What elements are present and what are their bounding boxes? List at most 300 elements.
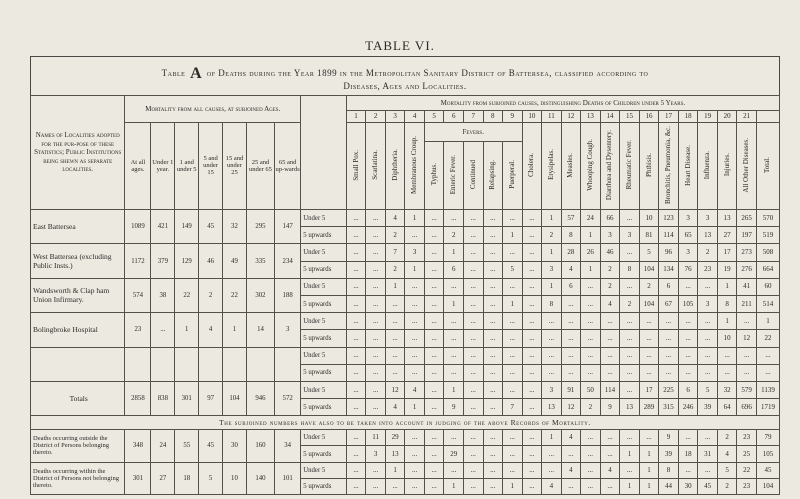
- caption-line-1: of Deaths during the Year 1899 in the Metropolitan Sanitary District of Battersea, classified according to: [206, 68, 649, 78]
- age-count: 32: [223, 209, 247, 243]
- cause-count: ...: [503, 278, 523, 295]
- cause-count: 4: [385, 209, 405, 226]
- cause-number: 18: [678, 111, 698, 123]
- cause-count: ...: [522, 295, 542, 312]
- cause-count: 32: [717, 381, 737, 398]
- cause-count: ...: [405, 478, 425, 494]
- cause-count: ...: [444, 364, 464, 381]
- cause-count: 8: [561, 227, 581, 244]
- age-count: 101: [275, 462, 301, 494]
- mortality-table: [30, 95, 780, 495]
- age-column-header: 15 and under 25: [223, 122, 247, 209]
- cause-count: 105: [756, 446, 779, 462]
- cause-count: ...: [444, 330, 464, 347]
- cause-count: ...: [385, 347, 405, 364]
- age-count: 24: [151, 430, 175, 462]
- cause-count: 29: [444, 446, 464, 462]
- cause-count: 1: [444, 478, 464, 494]
- age-count: 234: [275, 244, 301, 278]
- cause-count: ...: [659, 364, 679, 381]
- cause-count: ...: [620, 209, 640, 226]
- cause-count: ...: [737, 347, 757, 364]
- cause-count: 1: [405, 209, 425, 226]
- age-count: [275, 347, 301, 381]
- cause-number: 13: [581, 111, 601, 123]
- age-group-label: Under 5: [301, 430, 347, 446]
- cause-count: 5: [698, 381, 718, 398]
- age-count: 295: [246, 209, 274, 243]
- cause-count: ...: [503, 313, 523, 330]
- cause-count: ...: [561, 446, 581, 462]
- cause-count: ...: [424, 313, 444, 330]
- cause-count: ...: [698, 347, 718, 364]
- locality-name: Deaths occurring outside the District of Persons belonging thereto.: [31, 430, 125, 462]
- cause-count: ...: [463, 227, 483, 244]
- age-count: 572: [275, 381, 301, 415]
- cause-count: 1719: [756, 399, 779, 416]
- cause-number: 3: [385, 111, 405, 123]
- cause-count: 2: [639, 278, 659, 295]
- cause-label: Relapsing.: [488, 159, 497, 190]
- cause-count: ...: [659, 330, 679, 347]
- cause-count: ...: [600, 430, 620, 446]
- cause-count: ...: [542, 462, 562, 478]
- cause-count: ...: [444, 347, 464, 364]
- fevers-header: Fevers.: [424, 122, 522, 141]
- cause-count: ...: [698, 278, 718, 295]
- cause-count: 4: [405, 381, 425, 398]
- cause-count: 6: [678, 381, 698, 398]
- table-row: [31, 244, 780, 261]
- cause-count: 39: [659, 446, 679, 462]
- cause-count: ...: [503, 209, 523, 226]
- cause-count: 1: [542, 430, 562, 446]
- cause-count: 3: [620, 227, 640, 244]
- cause-count: ...: [503, 364, 523, 381]
- cause-count: ...: [600, 347, 620, 364]
- caption-line-2: Diseases, Ages and Localities.: [343, 81, 467, 91]
- cause-count: ...: [444, 430, 464, 446]
- cause-count: 23: [698, 261, 718, 278]
- age-count: 30: [223, 430, 247, 462]
- cause-count: ...: [366, 462, 386, 478]
- cause-count: ...: [581, 330, 601, 347]
- cause-count: ...: [385, 364, 405, 381]
- age-count: 301: [175, 381, 199, 415]
- cause-count: ...: [463, 330, 483, 347]
- cause-count: ...: [503, 244, 523, 261]
- cause-count: 3: [542, 261, 562, 278]
- cause-count: ...: [424, 462, 444, 478]
- cause-count: 12: [385, 381, 405, 398]
- cause-count: 2: [717, 430, 737, 446]
- cause-number: 6: [444, 111, 464, 123]
- cause-header: [366, 122, 386, 209]
- age-group-label: Under 5: [301, 381, 347, 398]
- cause-number: 5: [424, 111, 444, 123]
- cause-number: 15: [620, 111, 640, 123]
- cause-count: ...: [522, 478, 542, 494]
- fever-header: [424, 141, 444, 209]
- age-count: 97: [199, 381, 223, 415]
- cause-count: 514: [756, 295, 779, 312]
- cause-count: ...: [522, 347, 542, 364]
- cause-label: Membranous Croup.: [410, 135, 419, 194]
- cause-count: 4: [600, 462, 620, 478]
- cause-count: 8: [620, 261, 640, 278]
- cause-count: 104: [639, 261, 659, 278]
- blank-header-cell: [301, 96, 347, 210]
- cause-count: ...: [678, 462, 698, 478]
- cause-count: 25: [737, 446, 757, 462]
- cause-count: 4: [600, 295, 620, 312]
- cause-count: ...: [678, 313, 698, 330]
- cause-count: ...: [503, 430, 523, 446]
- cause-count: ...: [483, 313, 503, 330]
- cause-count: 45: [756, 462, 779, 478]
- cause-count: ...: [581, 430, 601, 446]
- cause-count: 2: [581, 399, 601, 416]
- cause-count: 1: [542, 209, 562, 226]
- cause-count: 13: [542, 399, 562, 416]
- cause-count: ...: [463, 462, 483, 478]
- cause-count: 3: [600, 227, 620, 244]
- cause-count: 1: [503, 295, 523, 312]
- age-count: 1089: [125, 209, 151, 243]
- cause-count: 7: [385, 244, 405, 261]
- cause-count: ...: [405, 347, 425, 364]
- cause-label: Erysipelas.: [546, 149, 555, 181]
- cause-count: ...: [581, 347, 601, 364]
- cause-count: 197: [737, 227, 757, 244]
- age-count: [151, 347, 175, 381]
- cause-count: 2: [600, 278, 620, 295]
- cause-count: 3: [698, 295, 718, 312]
- cause-count: ...: [522, 313, 542, 330]
- cause-count: ...: [483, 478, 503, 494]
- cause-number: 2: [366, 111, 386, 123]
- cause-header: [600, 122, 620, 209]
- cause-count: ...: [346, 278, 366, 295]
- cause-count: 23: [737, 430, 757, 446]
- cause-count: 1: [405, 399, 425, 416]
- cause-count: ...: [522, 364, 542, 381]
- cause-number: 1: [346, 111, 366, 123]
- cause-count: ...: [424, 295, 444, 312]
- cause-count: 46: [600, 244, 620, 261]
- age-count: ...: [151, 313, 175, 347]
- cause-count: 8: [659, 462, 679, 478]
- age-count: 23: [125, 313, 151, 347]
- cause-number: 20: [717, 111, 737, 123]
- cause-count: ...: [424, 244, 444, 261]
- cause-count: ...: [522, 446, 542, 462]
- cause-count: 50: [581, 381, 601, 398]
- cause-count: 2: [444, 227, 464, 244]
- cause-header: [678, 122, 698, 209]
- cause-count: 66: [600, 209, 620, 226]
- cause-count: 1: [620, 446, 640, 462]
- cause-count: ...: [424, 364, 444, 381]
- cause-count: ...: [346, 347, 366, 364]
- cause-label: Puerperal.: [507, 160, 516, 189]
- cause-count: ...: [737, 364, 757, 381]
- cause-count: ...: [444, 278, 464, 295]
- cause-count: 246: [678, 399, 698, 416]
- cause-count: ...: [620, 381, 640, 398]
- age-column-header: 25 and under 65: [246, 122, 274, 209]
- age-count: 574: [125, 278, 151, 312]
- age-count: 302: [246, 278, 274, 312]
- cause-label: Cholera.: [527, 152, 536, 177]
- age-count: 4: [199, 313, 223, 347]
- cause-count: ...: [581, 278, 601, 295]
- table-row: [31, 381, 780, 398]
- table-row: [31, 416, 780, 430]
- age-count: 379: [151, 244, 175, 278]
- cause-count: ...: [522, 209, 542, 226]
- cause-count: ...: [424, 278, 444, 295]
- cause-count: 1: [756, 313, 779, 330]
- cause-count: 6: [659, 278, 679, 295]
- cause-count: 4: [717, 446, 737, 462]
- cause-count: ...: [366, 330, 386, 347]
- cause-number: 17: [659, 111, 679, 123]
- cause-count: 1: [385, 462, 405, 478]
- cause-count: ...: [522, 381, 542, 398]
- age-column-header: Under 1 year.: [151, 122, 175, 209]
- cause-count: ...: [424, 261, 444, 278]
- cause-count: ...: [522, 462, 542, 478]
- cause-count: 10: [717, 330, 737, 347]
- cause-count: ...: [424, 478, 444, 494]
- cause-count: ...: [366, 295, 386, 312]
- cause-count: ...: [600, 446, 620, 462]
- cause-number: 8: [483, 111, 503, 123]
- cause-count: ...: [620, 330, 640, 347]
- cause-number: 10: [522, 111, 542, 123]
- fever-header: [444, 141, 464, 209]
- cause-count: ...: [366, 381, 386, 398]
- table-row: [31, 96, 780, 111]
- age-count: 149: [175, 209, 199, 243]
- age-count: [246, 347, 274, 381]
- cause-count: ...: [639, 313, 659, 330]
- cause-label: Diarrhœa and Dysentery.: [605, 129, 614, 200]
- cause-count: ...: [561, 478, 581, 494]
- cause-count: ...: [463, 381, 483, 398]
- cause-count: ...: [405, 462, 425, 478]
- cause-count: ...: [346, 313, 366, 330]
- cause-number: 4: [405, 111, 425, 123]
- cause-count: 664: [756, 261, 779, 278]
- cause-count: 91: [561, 381, 581, 398]
- cause-header: [346, 122, 366, 209]
- cause-count: ...: [346, 209, 366, 226]
- cause-count: ...: [385, 330, 405, 347]
- table-row: [31, 278, 780, 295]
- cause-count: 1: [717, 278, 737, 295]
- cause-count: 508: [756, 244, 779, 261]
- cause-count: ...: [542, 347, 562, 364]
- cause-count: ...: [346, 330, 366, 347]
- cause-count: 1: [405, 261, 425, 278]
- cause-count: ...: [366, 313, 386, 330]
- cause-count: 1: [444, 381, 464, 398]
- cause-count: ...: [542, 446, 562, 462]
- cause-count: 3: [542, 381, 562, 398]
- cause-label: Typhus.: [429, 163, 438, 186]
- cause-count: ...: [424, 347, 444, 364]
- cause-count: ...: [620, 347, 640, 364]
- cause-count: ...: [639, 364, 659, 381]
- cause-count: 4: [561, 462, 581, 478]
- cause-count: 519: [756, 227, 779, 244]
- cause-count: ...: [385, 295, 405, 312]
- cause-header: [405, 122, 425, 209]
- cause-count: ...: [717, 347, 737, 364]
- cause-count: 39: [698, 399, 718, 416]
- cause-count: ...: [483, 227, 503, 244]
- cause-count: 696: [737, 399, 757, 416]
- cause-number: 12: [561, 111, 581, 123]
- cause-header: [737, 122, 757, 209]
- age-group-label: Under 5: [301, 347, 347, 364]
- cause-number: 19: [698, 111, 718, 123]
- subjoined-causes-header: Mortality from subjoined causes, distinguishing Deaths of Children under 5 Years.: [346, 96, 779, 111]
- cause-count: ...: [542, 330, 562, 347]
- cause-count: ...: [581, 446, 601, 462]
- age-group-label: 5 upwards: [301, 364, 347, 381]
- age-group-label: Under 5: [301, 313, 347, 330]
- cause-count: ...: [366, 347, 386, 364]
- locality-name: Wandsworth & Clap ham Union Infirmary.: [31, 278, 125, 312]
- cause-count: ...: [463, 313, 483, 330]
- table-row: [31, 462, 780, 478]
- cause-count: ...: [366, 478, 386, 494]
- cause-count: 1: [542, 278, 562, 295]
- cause-label: Whooping Cough.: [585, 139, 594, 191]
- cause-count: ...: [561, 295, 581, 312]
- age-count: 34: [275, 430, 301, 462]
- age-count: 18: [175, 462, 199, 494]
- cause-count: ...: [659, 347, 679, 364]
- cause-count: 79: [756, 430, 779, 446]
- cause-count: 23: [737, 478, 757, 494]
- cause-label: Injuries.: [722, 153, 731, 177]
- cause-count: 3: [678, 209, 698, 226]
- table-row: [31, 313, 780, 330]
- cause-count: ...: [483, 399, 503, 416]
- cause-count: ...: [463, 295, 483, 312]
- cause-count: 1: [385, 278, 405, 295]
- cause-count: 1: [639, 462, 659, 478]
- cause-count: ...: [698, 364, 718, 381]
- cause-count: 11: [366, 430, 386, 446]
- age-count: 1172: [125, 244, 151, 278]
- cause-count: ...: [503, 330, 523, 347]
- cause-count: 19: [717, 261, 737, 278]
- cause-count: 123: [659, 209, 679, 226]
- cause-count: ...: [620, 244, 640, 261]
- cause-count: 30: [678, 478, 698, 494]
- age-group-label: 5 upwards: [301, 295, 347, 312]
- cause-count: ...: [678, 330, 698, 347]
- cause-header: [639, 122, 659, 209]
- table-row: [31, 209, 780, 226]
- age-count: 10: [223, 462, 247, 494]
- age-group-label: 5 upwards: [301, 478, 347, 494]
- age-count: 838: [151, 381, 175, 415]
- cause-count: 18: [678, 446, 698, 462]
- cause-count: 105: [678, 295, 698, 312]
- age-count: 3: [275, 313, 301, 347]
- cause-count: 27: [717, 227, 737, 244]
- cause-count: 41: [737, 278, 757, 295]
- cause-count: ...: [424, 330, 444, 347]
- cause-count: ...: [463, 478, 483, 494]
- locality-name: Deaths occurring within the District of Persons not belonging thereto.: [31, 462, 125, 494]
- age-count: 301: [125, 462, 151, 494]
- cause-count: ...: [346, 244, 366, 261]
- cause-count: ...: [483, 209, 503, 226]
- cause-count: 24: [581, 209, 601, 226]
- cause-count: ...: [522, 430, 542, 446]
- cause-count: ...: [483, 446, 503, 462]
- cause-number: 16: [639, 111, 659, 123]
- age-count: 45: [199, 209, 223, 243]
- cause-count: ...: [639, 330, 659, 347]
- cause-count: 2: [717, 478, 737, 494]
- cause-count: ...: [522, 330, 542, 347]
- cause-label: Influenza.: [703, 150, 712, 179]
- cause-count: ...: [600, 313, 620, 330]
- age-group-label: Under 5: [301, 209, 347, 226]
- cause-number: 14: [600, 111, 620, 123]
- cause-count: 96: [659, 244, 679, 261]
- cause-count: ...: [503, 347, 523, 364]
- cause-count: 44: [659, 478, 679, 494]
- cause-count: ...: [620, 430, 640, 446]
- cause-count: ...: [366, 364, 386, 381]
- cause-header: [659, 122, 679, 209]
- cause-count: 29: [385, 430, 405, 446]
- cause-count: 1: [503, 478, 523, 494]
- cause-count: 5: [717, 462, 737, 478]
- cause-count: ...: [561, 347, 581, 364]
- cause-count: ...: [659, 313, 679, 330]
- cause-count: 64: [717, 399, 737, 416]
- caption-letter: A: [190, 65, 203, 82]
- cause-count: 273: [737, 244, 757, 261]
- age-group-label: 5 upwards: [301, 446, 347, 462]
- age-group-label: Under 5: [301, 278, 347, 295]
- cause-count: ...: [698, 462, 718, 478]
- cause-count: ...: [463, 278, 483, 295]
- cause-count: ...: [366, 261, 386, 278]
- cause-count: ...: [639, 430, 659, 446]
- cause-count: ...: [581, 295, 601, 312]
- age-group-label: Under 5: [301, 462, 347, 478]
- age-count: 421: [151, 209, 175, 243]
- cause-label: Diphtheria.: [390, 149, 399, 181]
- cause-count: ...: [463, 446, 483, 462]
- cause-count: ...: [542, 364, 562, 381]
- cause-label: Phthisis.: [644, 152, 653, 177]
- cause-count: ...: [503, 381, 523, 398]
- cause-count: ...: [678, 430, 698, 446]
- cause-count: ...: [581, 478, 601, 494]
